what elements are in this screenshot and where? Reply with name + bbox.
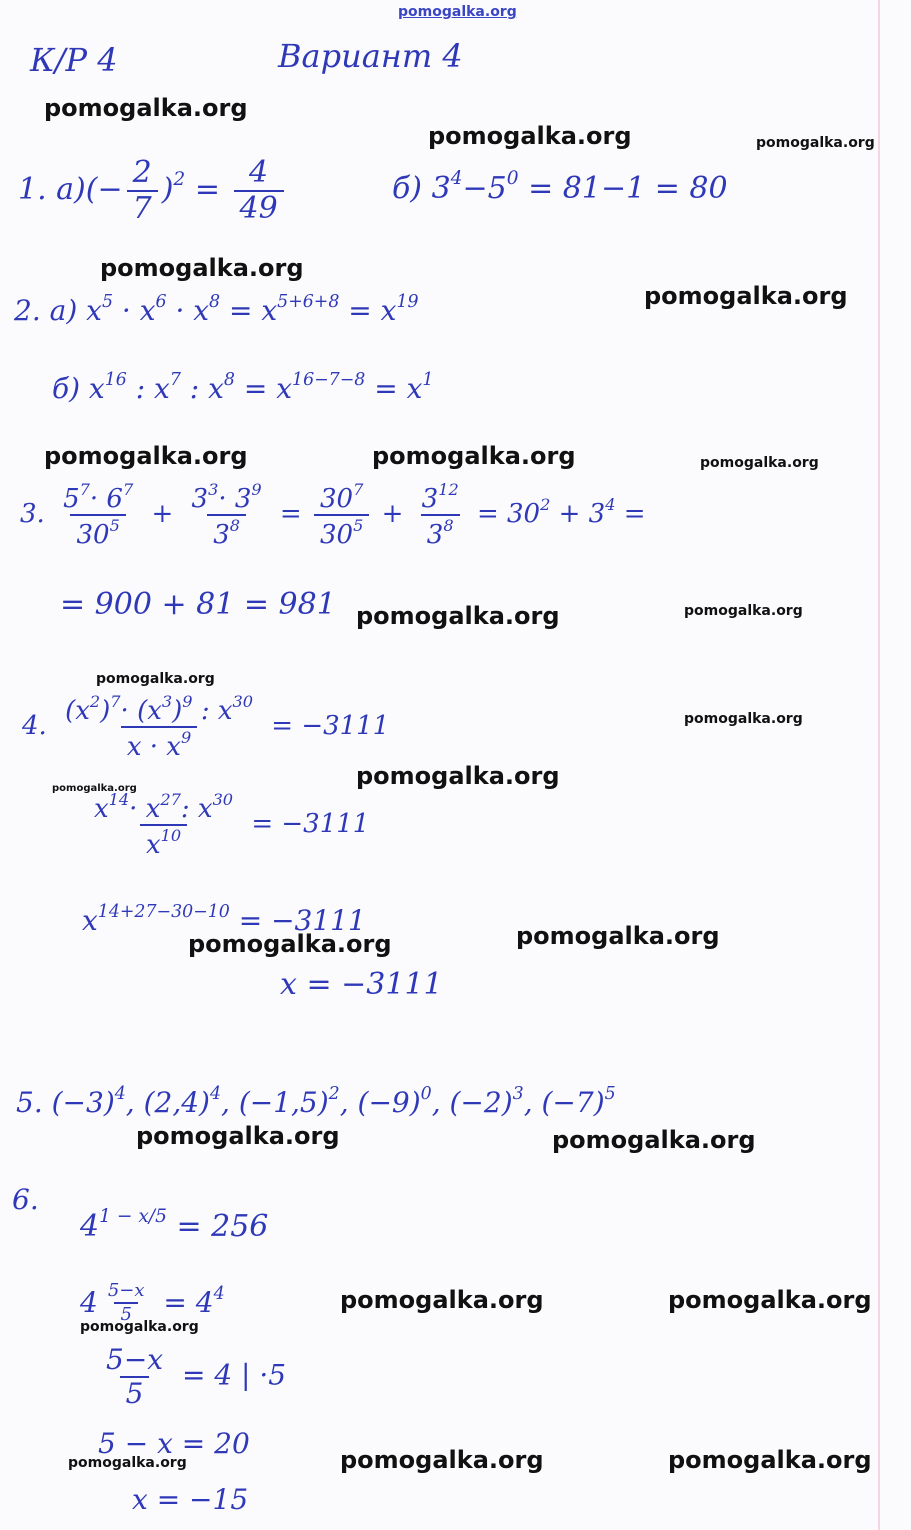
task-6-answer: x = −15 [132,1483,249,1516]
exponent: 2 [173,169,186,191]
base: x [88,372,105,406]
base: = 30 [476,499,541,530]
exponent: 5 [109,516,120,536]
base: : x [200,696,233,727]
exponent-fraction [102,1282,151,1324]
fraction [57,480,139,551]
paren-close: ) [161,172,174,207]
base: 5 [63,484,80,515]
base: 4 [80,1286,98,1320]
right-hand-side: = 256 [176,1208,269,1244]
fraction [186,480,268,551]
watermark: pomogalka.org [340,1286,544,1314]
watermark: pomogalka.org [684,711,803,727]
task-4-line-1 [22,692,390,763]
work-label: К/Р 4 [30,41,118,79]
base: (x [65,696,90,727]
numerator [57,482,139,514]
task-number: 4. [22,711,47,742]
fraction [88,790,239,861]
exponent: 14+27−30−10 [97,902,230,922]
base: x [94,794,109,825]
base: : x [189,372,224,406]
base: 3 [431,170,451,206]
watermark: pomogalka.org [52,783,137,794]
exponent: 3 [208,480,219,499]
numerator [88,792,239,824]
exponent: 5 [604,1084,616,1104]
result-fraction [234,155,284,226]
power-base: , (−1,5) [221,1086,329,1120]
task-1-a [18,155,288,226]
watermark: pomogalka.org [340,1446,544,1474]
exponent: 10 [160,826,182,846]
task-number: 5. [16,1086,43,1120]
base: x [82,904,98,938]
watermark: pomogalka.org [188,930,392,958]
task-6-line-3 [96,1343,287,1410]
fraction [314,480,369,551]
fraction [100,1343,169,1410]
task-6-line-2 [80,1282,225,1324]
base: : x [180,794,213,825]
base: = x [243,372,293,406]
denominator [70,514,125,551]
task-3-line-2: = 900 + 81 = 981 [60,587,336,622]
exponent: 6 [155,292,167,312]
base: 30 [76,520,110,551]
base: ) [100,696,111,727]
denominator: 49 [234,190,284,224]
equals-sign: = [279,499,302,530]
watermark: pomogalka.org [684,603,803,619]
task-5 [16,1084,616,1120]
fraction [416,480,465,551]
watermark: pomogalka.org [516,922,720,950]
task-6-number: 6. [12,1183,39,1216]
watermark: pomogalka.org [44,94,248,122]
base: = x [374,372,423,406]
task-4-line-2 [84,790,370,861]
exponent: 8 [209,292,221,312]
watermark: pomogalka.org [80,1319,199,1335]
paren-open: (− [85,172,123,207]
exponent: 8 [229,516,240,536]
exponent: 2 [89,692,101,711]
denominator [121,726,197,763]
exponent: 7 [353,480,364,499]
exponent: 3 [161,692,173,711]
watermark: pomogalka.org [68,1455,187,1471]
exponent: 0 [420,1084,432,1104]
equals-sign: = [623,499,646,530]
margin-line [878,0,880,1530]
denominator: 5 [114,1302,137,1324]
exponent: 4 [209,1084,222,1104]
watermark: pomogalka.org [428,122,632,150]
numerator: 4 [249,155,269,190]
power-base: , (2,4) [125,1086,210,1120]
exponent: 2 [540,495,551,514]
base: · 3 [218,484,252,515]
base: 3 [191,484,209,515]
watermark: pomogalka.org [356,602,560,630]
variant-label: Вариант 4 [278,37,463,75]
denominator: 5 [120,1376,150,1408]
denominator [314,514,369,551]
base: · 6 [89,484,123,515]
right-hand-side: = −3111 [271,711,390,742]
result: = 81−1 = 80 [528,170,728,206]
base: 4 [80,1208,100,1244]
base: · (x [120,696,162,727]
exponent: 16−7−8 [292,370,366,390]
right-hand-side: = 4 | ·5 [181,1358,287,1392]
part-letter: а) [56,172,86,207]
task-2-a [14,292,419,328]
exponent: 7 [110,692,121,711]
task-6-line-1 [80,1208,268,1242]
plus-sign: + [151,499,174,530]
base: · x [121,294,156,328]
right-hand-side: = −3111 [238,904,366,938]
exponent: 9 [182,692,193,711]
exponent: 5 [353,516,364,536]
exponent: 16 [104,370,127,390]
exponent: 27 [160,790,181,809]
exponent: 1 − x/5 [99,1206,167,1227]
denominator [421,514,460,551]
watermark: pomogalka.org [372,442,576,470]
exponent: 4 [114,1084,126,1104]
base: ) [172,696,183,727]
part-letter: б) [52,372,81,406]
task-4-answer: x = −3111 [280,967,443,1002]
task-number: 3. [20,499,45,530]
top-watermark: pomogalka.org [398,4,517,20]
task-number: 2. [14,294,41,328]
watermark: pomogalka.org [756,135,875,151]
exponent: 9 [180,728,192,748]
watermark: pomogalka.org [668,1446,872,1474]
base: + 3 [558,499,606,530]
base: 3 [426,520,444,551]
exponent: 2 [328,1084,340,1104]
watermark: pomogalka.org [668,1286,872,1314]
base: x [145,830,161,861]
watermark: pomogalka.org [136,1122,340,1150]
exponent: 7 [122,480,134,499]
base: · x [175,294,210,328]
part-letter: а) [49,294,78,328]
power-base: , (−9) [339,1086,421,1120]
exponent: 0 [506,168,519,189]
task-6-line-4: 5 − x = 20 [98,1427,250,1460]
exponent: 5 [101,292,113,312]
watermark: pomogalka.org [552,1126,756,1154]
numerator [416,482,465,514]
watermark: pomogalka.org [700,455,819,471]
fraction [59,692,259,763]
exponent: 4 [605,495,616,514]
numerator: 2 [132,155,152,190]
numerator: 5−x [106,1343,164,1376]
base: · x [129,794,161,825]
numerator [186,482,268,514]
watermark: pomogalka.org [356,762,560,790]
equals-sign: = [194,172,220,207]
task-1-b [392,170,728,204]
power-base: , (−7) [523,1086,605,1120]
power-base: , (−2) [431,1086,513,1120]
task-2-b [52,370,434,406]
exponent: 4 [450,168,463,189]
watermark: pomogalka.org [96,671,215,687]
exponent: 4 [213,1284,225,1305]
task-number: 1. [18,172,47,207]
base: 3 [213,520,230,551]
base: 30 [319,520,354,551]
watermark: pomogalka.org [100,254,304,282]
power-base: (−3) [51,1086,115,1120]
part-letter: б) [392,170,423,206]
exponent: 30 [232,692,253,711]
exponent: 8 [223,370,235,390]
exponent: 1 [422,370,434,390]
exponent: 8 [443,516,454,536]
base: x [86,294,102,328]
exponent: 7 [169,370,181,390]
denominator: 7 [127,190,158,224]
denominator [140,824,187,861]
base: −5 [462,170,507,206]
exponent: 14 [108,790,130,809]
numerator: 5−x [107,1280,145,1301]
exponent: 3 [512,1084,524,1104]
base: : x [135,372,170,406]
base: = x [229,294,278,328]
base: 3 [421,484,439,515]
exponent: 7 [79,480,90,499]
right-hand-side: = −3111 [251,809,370,840]
base: x · x [126,732,181,763]
exponent: 19 [396,292,419,312]
denominator [207,514,246,551]
watermark: pomogalka.org [644,282,848,310]
plus-sign: + [381,499,404,530]
exponent: 9 [251,480,262,499]
exponent: 5+6+8 [277,292,340,312]
task-3-line-1 [20,480,646,551]
base: 30 [319,484,354,515]
base: = 4 [163,1286,214,1320]
exponent: 30 [212,790,234,809]
watermark: pomogalka.org [44,442,248,470]
exponent: 12 [438,480,459,499]
numerator [59,694,259,726]
fraction [127,155,158,226]
base: = x [348,294,397,328]
numerator [314,482,369,514]
